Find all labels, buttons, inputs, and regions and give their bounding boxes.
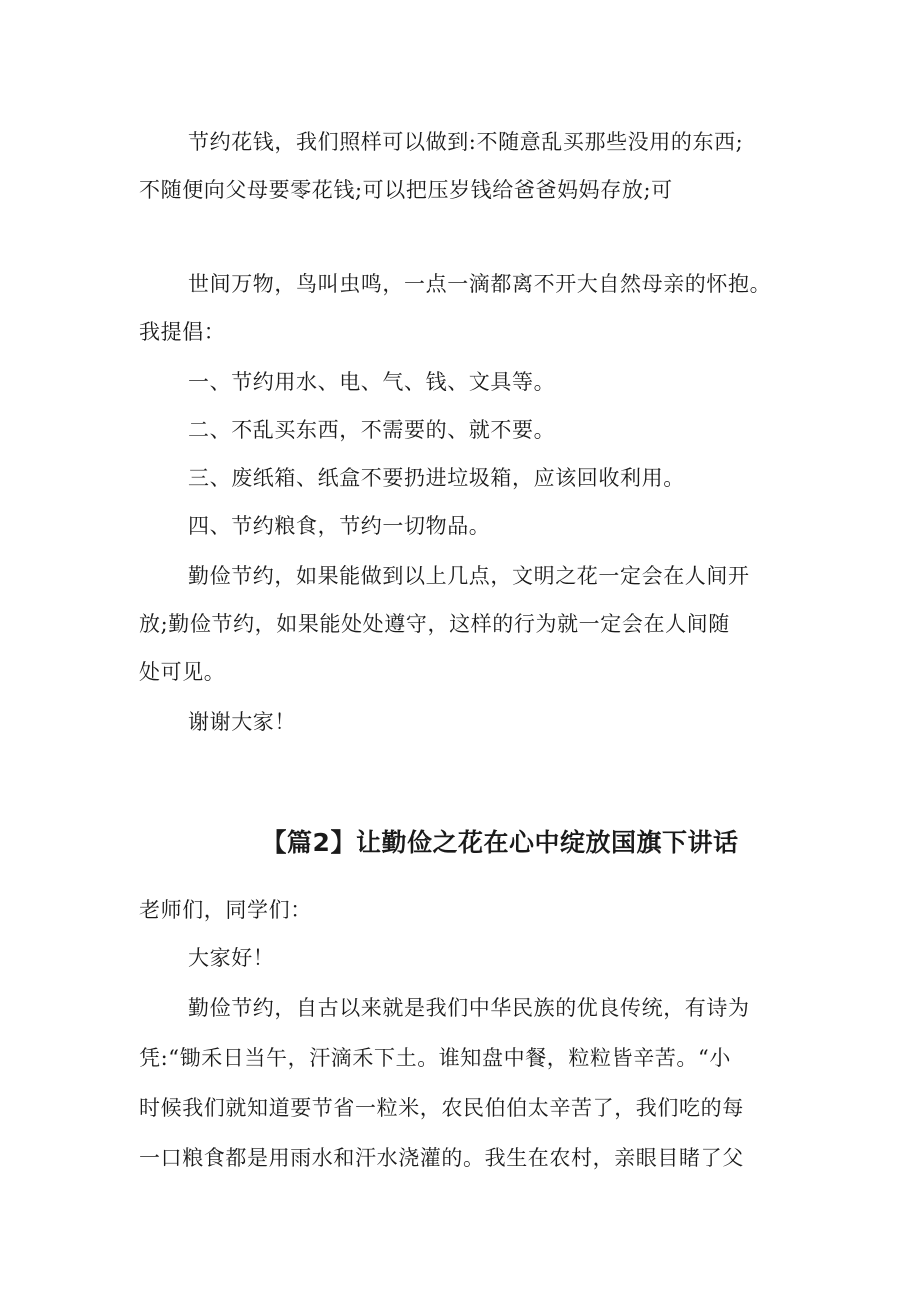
- list-item: 一、节约用水、电、气、钱、文具等。: [188, 370, 556, 394]
- paragraph-line: 时候我们就知道要节省一粒米，农民伯伯太辛苦了，我们吃的每: [139, 1096, 744, 1120]
- salutation: 老师们，同学们：: [139, 898, 312, 922]
- paragraph-line: 不随便向父母要零花钱;可以把压岁钱给爸爸妈妈存放;可: [139, 178, 673, 202]
- list-item: 四、节约粮食，节约一切物品。: [188, 514, 491, 538]
- paragraph-line: 勤俭节约，如果能做到以上几点，文明之花一定会在人间开: [188, 564, 750, 588]
- paragraph-line: 我提倡：: [139, 320, 226, 344]
- paragraph-line: 放;勤俭节约，如果能处处遵守，这样的行为就一定会在人间随: [139, 612, 730, 636]
- paragraph-line: 节约花钱，我们照样可以做到:不随意乱买那些没用的东西;: [188, 130, 744, 154]
- greeting: 大家好！: [188, 946, 275, 970]
- article-title-text: 【篇2】让勤俭之花在心中绽放国旗下讲话: [261, 828, 739, 857]
- paragraph-line: 处可见。: [139, 660, 226, 684]
- paragraph-line: 凭:“锄禾日当午，汗滴禾下土。谁知盘中餐，粒粒皆辛苦。“小: [139, 1046, 731, 1070]
- list-item: 三、废纸箱、纸盒不要扔进垃圾箱，应该回收利用。: [188, 466, 685, 490]
- paragraph-line: 勤俭节约，自古以来就是我们中华民族的优良传统，有诗为: [188, 996, 750, 1020]
- list-item: 二、不乱买东西，不需要的、就不要。: [188, 418, 556, 442]
- closing-thanks: 谢谢大家！: [188, 710, 296, 734]
- paragraph-line: 一口粮食都是用雨水和汗水浇灌的。我生在农村，亲眼目睹了父: [139, 1146, 744, 1170]
- paragraph-line: 世间万物，鸟叫虫鸣，一点一滴都离不开大自然母亲的怀抱。: [188, 272, 772, 296]
- article-title: [0, 826, 920, 860]
